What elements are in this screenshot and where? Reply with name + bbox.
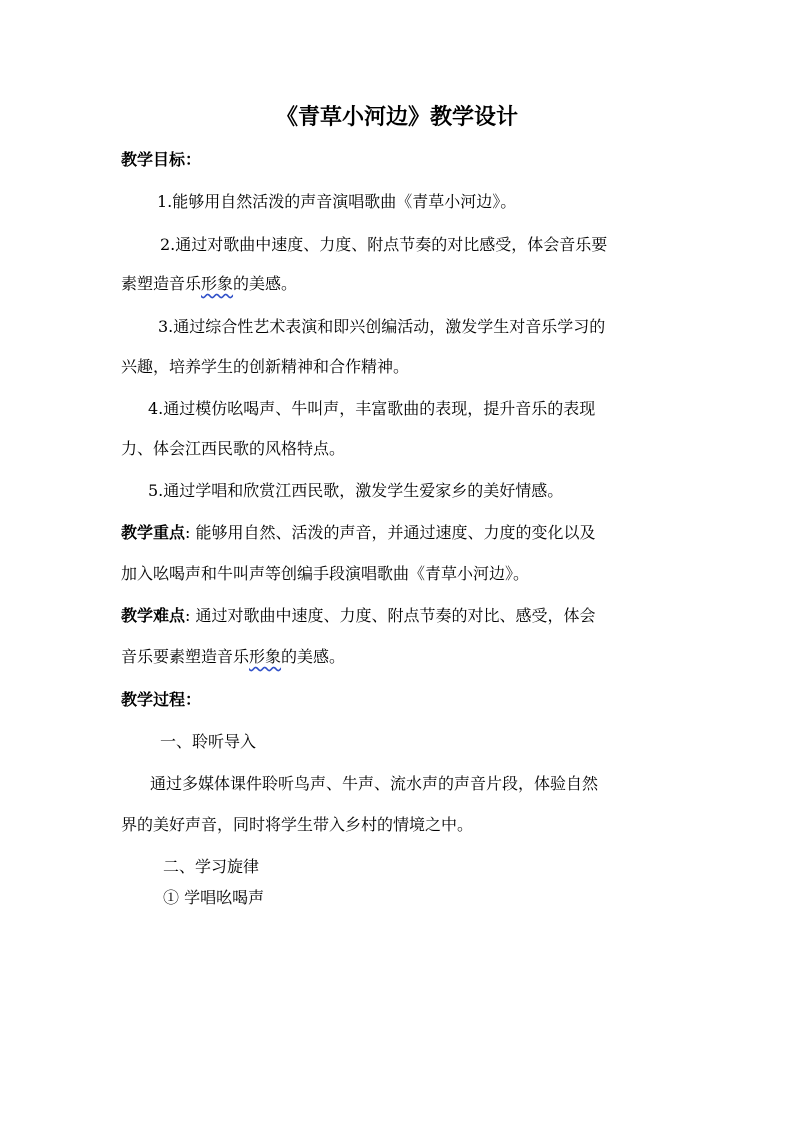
objectives-heading: 教学目标： — [121, 150, 202, 169]
objective-2-text-a: 素塑造音乐 — [121, 274, 202, 293]
process-heading: 教学过程： — [121, 690, 202, 709]
key-point-line-2: 加入吆喝声和牛叫声等创编手段演唱歌曲《青草小河边》。 — [121, 564, 530, 583]
difficulty-text-b: 形象 — [249, 647, 282, 666]
difficulty-text-c: 的美感。 — [281, 647, 346, 666]
key-point-line-1 — [121, 521, 681, 545]
document-title: 《青草小河边》教学设计 — [275, 104, 518, 130]
difficulty-text: : 通过对歌曲中速度、力度、附点节奏的对比、感受，体会 — [185, 606, 596, 625]
section-1-title: 一、聆听导入 — [160, 732, 257, 751]
objective-1: 1.能够用自然活泼的声音演唱歌曲《青草小河边》。 — [157, 192, 517, 211]
section-1-line-2: 界的美好声音，同时将学生带入乡村的情境之中。 — [121, 815, 474, 834]
objective-4-line-2: 力、体会江西民歌的风格特点。 — [121, 439, 346, 458]
objective-5: 5.通过学唱和欣赏江西民歌，激发学生爱家乡的美好情感。 — [148, 481, 564, 500]
difficulty-line-2 — [121, 645, 681, 669]
objective-2-line-2 — [121, 272, 681, 296]
section-2-title: 二、学习旋律 — [163, 857, 260, 876]
difficulty-line-1 — [121, 604, 681, 628]
key-point-text: : 能够用自然、活泼的声音，并通过速度、力度的变化以及 — [185, 523, 596, 542]
objective-3-line-1: 3.通过综合性艺术表演和即兴创编活动，激发学生对音乐学习的 — [158, 317, 606, 336]
difficulty-label: 教学难点 — [121, 606, 186, 625]
section-2-item-1: ① 学唱吆喝声 — [163, 888, 265, 907]
objective-3-line-2: 兴趣，培养学生的创新精神和合作精神。 — [121, 357, 410, 376]
objective-4-line-1: 4.通过模仿吆喝声、牛叫声，丰富歌曲的表现，提升音乐的表现 — [148, 399, 596, 418]
objective-2-text-b: 形象 — [201, 274, 234, 293]
objective-2-text-c: 的美感。 — [233, 274, 298, 293]
key-point-label: 教学重点 — [121, 523, 186, 542]
objective-2-line-1: 2.通过对歌曲中速度、力度、附点节奏的对比感受，体会音乐要 — [160, 235, 608, 254]
difficulty-text-a: 音乐要素塑造音乐 — [121, 647, 250, 666]
section-1-line-1: 通过多媒体课件聆听鸟声、牛声、流水声的声音片段，体验自然 — [150, 774, 599, 793]
